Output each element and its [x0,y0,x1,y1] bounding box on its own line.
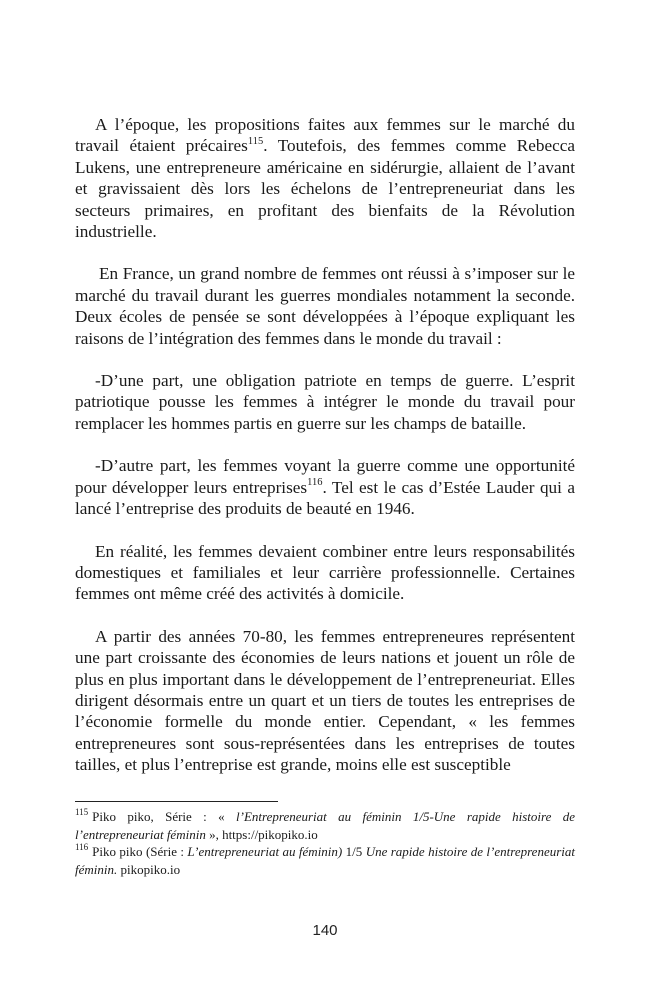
paragraph-4 [75,455,575,519]
paragraph-5-text: En réalité, les femmes devaient combiner entre leurs responsabilités domestiques et familiales et leur carrière professionnelle. Certaines femmes ont même créé des activités à domicile. [75,541,575,604]
paragraph-5 [75,541,575,605]
paragraph-1-text-cont: . Toutefois, des femmes comme Rebecca Lukens, une entrepreneure américaine en sidérurgie, allaient de l’avant et gravissaient dès lors les échelons de l’entrepreneuriat dans les secteurs primaires, en profitant des bienfaits de la Révolution industrielle. [75,136,575,242]
paragraph-1 [75,114,575,242]
footnote-ref-116: 116 [307,476,323,488]
paragraph-2-text: En France, un grand nombre de femmes ont réussi à s’imposer sur le marché du travail durant les guerres mondiales notamment la seconde. Deux écoles de pensée se sont développées à l’époque expliquant les raisons de l’intégration des femmes dans le monde du travail : [75,264,575,348]
footnote-title: l’Entrepreneuriat au féminin 1/5-Une rapide histoire de l’entrepreneuriat féminin [75,809,575,842]
footnote-116 [75,843,575,878]
paragraph-6 [75,626,575,776]
footnote-series: L’entrepreneuriat au féminin) [187,844,343,859]
footnote-divider [75,801,278,802]
body-text [75,114,575,797]
footnote-text: Piko piko, Série : « [92,809,237,824]
paragraph-6-text: A partir des années 70-80, les femmes entrepreneures représentent une part croissante des économies de leurs nations et jouent un rôle de plus en plus important dans le développement de l’entrepreneuriat. Elles dirigent désormais entre un quart et un tiers de toutes les entreprises de l’économie formelle du monde entier. Cependant, « les femmes entrepreneures sont sous-représentées dans les entreprises de toutes tailles, et plus l’entreprise est grande, moins elle est susceptible [75,626,575,775]
page-number: 140 [312,922,338,939]
footnote-title: Une rapide histoire de l’entrepreneuriat féminin. [75,844,575,877]
footnotes [75,808,575,878]
paragraph-1-text: A l’époque, les propositions faites aux femmes sur le marché du travail étaient précaires [75,115,575,156]
paragraph-2 [75,263,575,349]
footnote-source: pikopiko.io [117,861,181,877]
footnote-ref-115: 115 [247,135,264,147]
footnote-text: Piko piko (Série : [92,844,188,859]
footnote-number: 115 [75,806,89,817]
footnote-text-mid: 1/5 [342,844,366,859]
paragraph-4-text: -D’autre part, les femmes voyant la guerre comme une opportunité pour développer leurs entreprises [75,456,575,497]
footnote-115 [75,808,575,843]
paragraph-3-text: -D’une part, une obligation patriote en temps de guerre. L’esprit patriotique pousse les femmes à intégrer le monde du travail pour remplacer les hommes partis en guerre sur les champs de bataille. [75,371,575,433]
paragraph-4-text-cont: . Tel est le cas d’Estée Lauder qui a lancé l’entreprise des produits de beauté en 1946. [75,477,575,519]
footnote-source: », https://pikopiko.io [205,826,318,842]
paragraph-3 [75,370,575,434]
footnote-number: 116 [75,841,89,852]
